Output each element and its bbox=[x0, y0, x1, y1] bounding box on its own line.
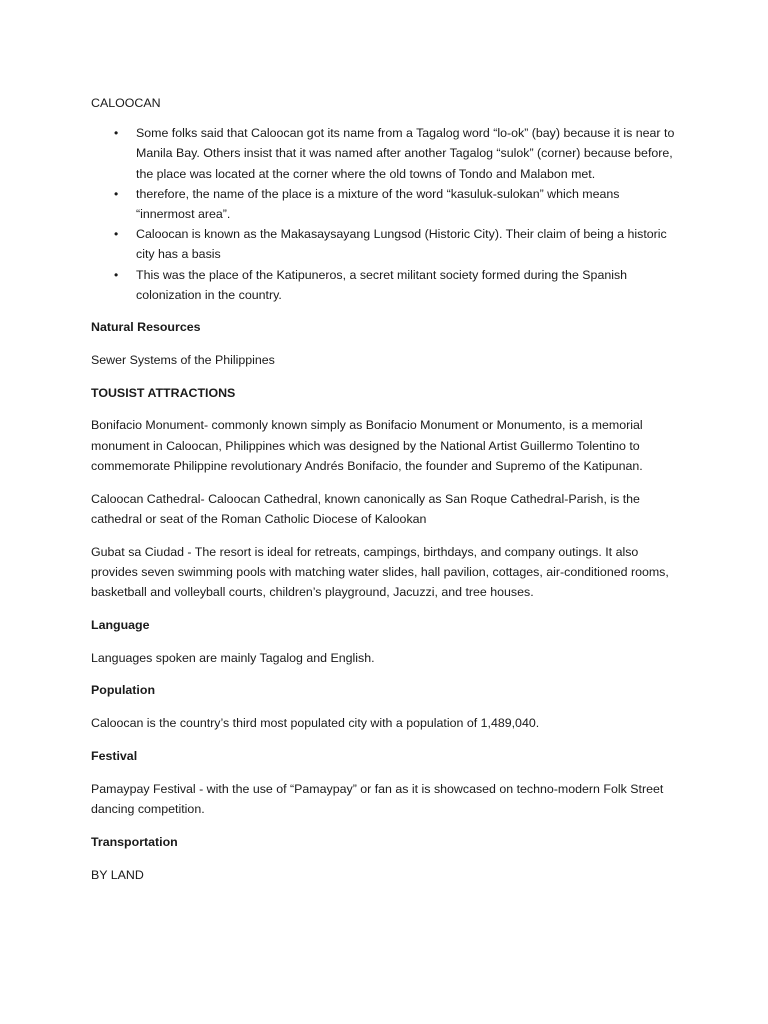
bullet-text: Some folks said that Caloocan got its name from a Tagalog word “lo-ok” (bay) because it is near to Manila Bay. Others insist that it was named after another Tagalog “sulok” (corner) because before, the place was located at the corner where the old towns of Tondo and Malabon met. bbox=[136, 126, 675, 181]
bullet-item bbox=[91, 184, 681, 224]
attraction-paragraph: Gubat sa Ciudad - The resort is ideal for retreats, campings, birthdays, and company outings. It also provides seven swimming pools with matching water slides, hall pavilion, cottages, air-conditioned rooms, basketball and volleyball courts, children’s playground, Jacuzzi, and tree houses. bbox=[91, 544, 669, 600]
bullet-icon: • bbox=[114, 267, 119, 282]
language-text: Languages spoken are mainly Tagalog and English. bbox=[91, 650, 375, 665]
bullet-item bbox=[91, 123, 681, 184]
bullet-icon: • bbox=[114, 126, 119, 141]
document-title: CALOOCAN bbox=[91, 96, 161, 110]
tourist-attractions-heading: TOUSIST ATTRACTIONS bbox=[91, 385, 236, 400]
population-heading: Population bbox=[91, 683, 156, 698]
language-heading: Language bbox=[91, 617, 150, 632]
transportation-heading: Transportation bbox=[91, 834, 178, 849]
population-text: Caloocan is the country’s third most populated city with a population of 1,489,040. bbox=[91, 716, 540, 731]
attraction-paragraph: Caloocan Cathedral- Caloocan Cathedral, known canonically as San Roque Cathedral-Parish, is the cathedral or seat of the Roman Catholic Diocese of Kalookan bbox=[91, 491, 640, 526]
natural-resources-text: Sewer Systems of the Philippines bbox=[91, 352, 275, 367]
attraction-paragraph: Bonifacio Monument- commonly known simply as Bonifacio Monument or Monumento, is a memorial monument in Caloocan, Philippines which was designed by the National Artist Guillermo Tolentino to commemorate Philippine revolutionary Andrés Bonifacio, the founder and Supremo of the Katipunan. bbox=[91, 418, 643, 473]
bullet-item bbox=[91, 265, 681, 305]
bullet-icon: • bbox=[114, 227, 119, 242]
bullet-icon: • bbox=[114, 186, 119, 201]
festival-text: Pamaypay Festival - with the use of “Pamaypay” or fan as it is showcased on techno-modern Folk Street dancing competition. bbox=[91, 781, 664, 817]
bullet-text: Caloocan is known as the Makasaysayang Lungsod (Historic City). Their claim of being a historic city has a basis bbox=[136, 227, 667, 262]
transportation-text: BY LAND bbox=[91, 867, 144, 882]
bullet-text: This was the place of the Katipuneros, a secret militant society formed during the Spanish colonization in the country. bbox=[136, 267, 628, 302]
natural-resources-heading: Natural Resources bbox=[91, 320, 201, 335]
bullet-text: therefore, the name of the place is a mixture of the word “kasuluk-sulokan” which means “innermost area”. bbox=[136, 186, 620, 222]
bullet-item bbox=[91, 224, 681, 264]
festival-heading: Festival bbox=[91, 749, 138, 764]
document-body bbox=[91, 93, 681, 885]
history-bullet-list bbox=[91, 123, 681, 305]
